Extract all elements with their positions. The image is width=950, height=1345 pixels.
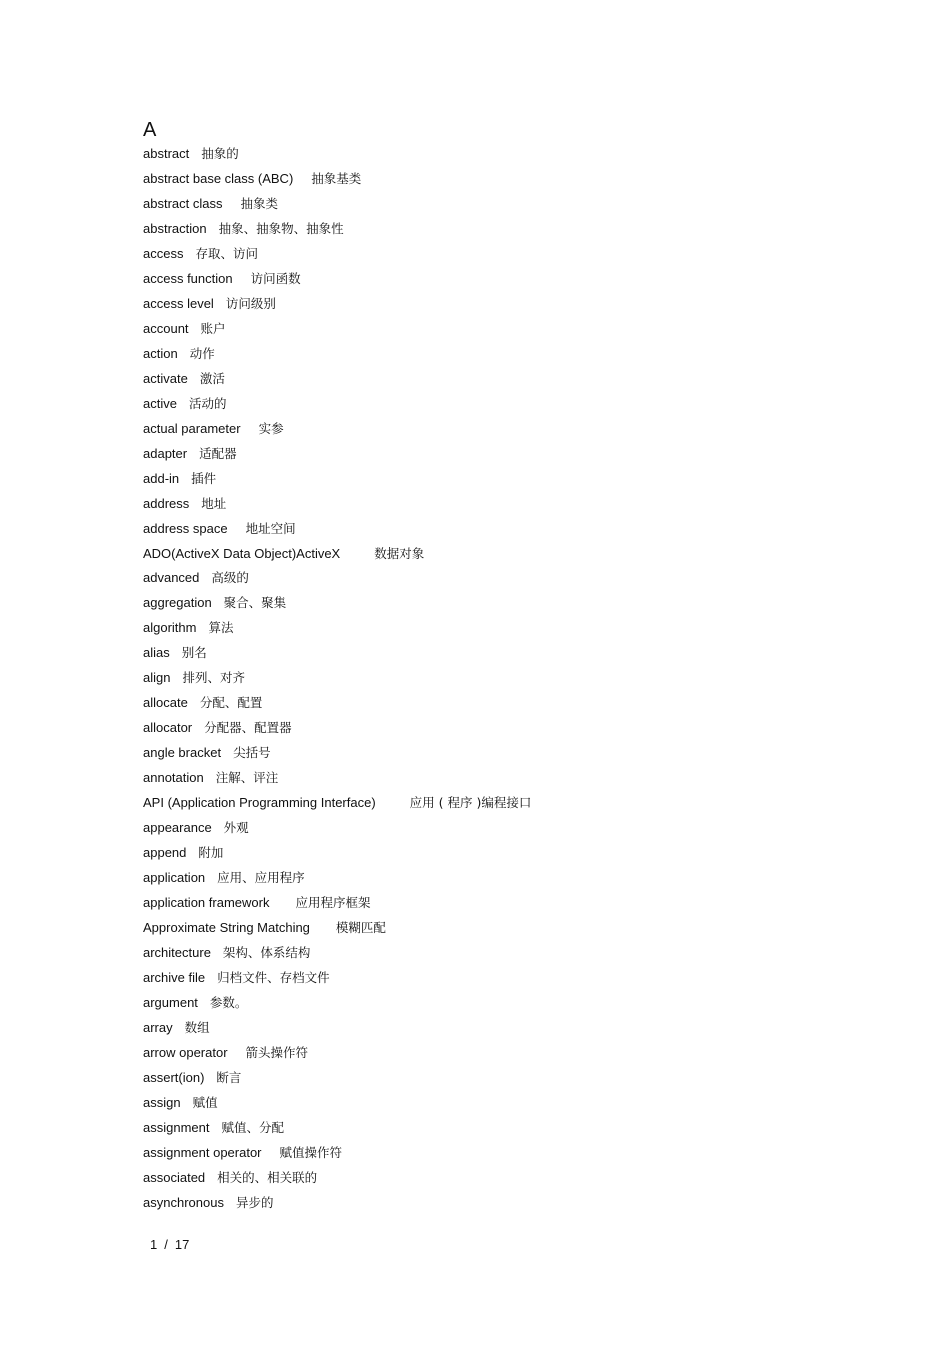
term-english: application bbox=[143, 870, 206, 886]
glossary-entry bbox=[143, 1016, 531, 1041]
glossary-entry bbox=[143, 816, 531, 841]
term-english: application framework bbox=[143, 895, 270, 911]
glossary-entry bbox=[143, 841, 531, 866]
glossary-entry bbox=[143, 891, 531, 916]
term-english: align bbox=[143, 670, 171, 686]
glossary-entry bbox=[143, 1166, 531, 1191]
term-chinese: 外观 bbox=[223, 820, 249, 836]
term-english: advanced bbox=[143, 570, 200, 586]
term-english: API (Application Programming Interface) bbox=[143, 795, 376, 811]
glossary-entry bbox=[143, 1191, 531, 1216]
term-chinese: 分配器、配置器 bbox=[204, 720, 292, 736]
term-chinese: 附加 bbox=[198, 845, 224, 861]
page-separator: / bbox=[164, 1237, 168, 1252]
term-english: address space bbox=[143, 520, 228, 536]
glossary-entry bbox=[143, 966, 531, 991]
glossary-entry bbox=[143, 1141, 531, 1166]
term-chinese: 数组 bbox=[184, 1019, 210, 1035]
term-chinese: 高级的 bbox=[211, 570, 249, 586]
term-english: allocator bbox=[143, 720, 193, 736]
term-chinese: 尖括号 bbox=[233, 745, 271, 761]
term-chinese: 插件 bbox=[191, 470, 217, 486]
term-chinese: 地址空间 bbox=[245, 520, 296, 536]
term-english: argument bbox=[143, 994, 198, 1010]
term-chinese: 应用程序框架 bbox=[295, 895, 371, 911]
page-total: 17 bbox=[174, 1237, 190, 1252]
term-english: associated bbox=[143, 1169, 206, 1185]
glossary-entry bbox=[143, 741, 531, 766]
glossary-entry bbox=[143, 392, 531, 417]
term-chinese: 抽象的 bbox=[201, 146, 239, 161]
page-number: 1 bbox=[150, 1237, 158, 1252]
glossary-entry bbox=[143, 641, 531, 666]
term-chinese: 抽象类 bbox=[240, 195, 278, 211]
term-chinese: 赋值、分配 bbox=[221, 1119, 284, 1135]
glossary-entry bbox=[143, 417, 531, 442]
term-english: access level bbox=[143, 295, 214, 311]
term-chinese: 抽象、抽象物、抽象性 bbox=[218, 220, 344, 236]
term-english: active bbox=[143, 395, 177, 411]
term-chinese: 激活 bbox=[199, 370, 225, 386]
glossary-entry bbox=[143, 442, 531, 467]
term-english: abstract bbox=[143, 146, 190, 161]
page-footer bbox=[150, 1236, 189, 1254]
glossary-entry bbox=[143, 367, 531, 392]
glossary-entry bbox=[143, 1066, 531, 1091]
glossary-entry bbox=[143, 267, 531, 292]
term-english: adapter bbox=[143, 445, 188, 461]
term-chinese: 赋值 bbox=[192, 1094, 218, 1110]
term-chinese: 访问函数 bbox=[250, 270, 301, 286]
term-english: alias bbox=[143, 645, 170, 661]
term-chinese: 适配器 bbox=[199, 445, 237, 461]
glossary-entry bbox=[143, 666, 531, 691]
glossary-entry bbox=[143, 492, 531, 517]
glossary-entry bbox=[143, 242, 531, 267]
term-chinese: 聚合、聚集 bbox=[223, 595, 287, 611]
glossary-entry bbox=[143, 991, 531, 1016]
term-english: annotation bbox=[143, 770, 204, 786]
term-english: assignment bbox=[143, 1119, 210, 1135]
glossary-entry bbox=[143, 1116, 531, 1141]
glossary-entry bbox=[143, 142, 531, 167]
term-english: asynchronous bbox=[143, 1194, 224, 1210]
term-english: archive file bbox=[143, 969, 206, 985]
glossary-entry bbox=[143, 517, 531, 542]
term-english: architecture bbox=[143, 945, 211, 960]
term-chinese: 参数。 bbox=[209, 994, 248, 1010]
glossary-entry bbox=[143, 467, 531, 492]
term-chinese: 账户 bbox=[200, 320, 226, 336]
glossary-entry bbox=[143, 292, 531, 317]
glossary-entry bbox=[143, 616, 531, 641]
term-chinese: 动作 bbox=[189, 345, 215, 361]
glossary-entry bbox=[143, 916, 531, 941]
term-chinese: 归档文件、存档文件 bbox=[217, 969, 330, 985]
term-chinese: 活动的 bbox=[188, 395, 227, 411]
term-english: abstract base class (ABC) bbox=[143, 170, 294, 186]
term-chinese: 存取、访问 bbox=[195, 245, 258, 261]
term-chinese: 架构、体系结构 bbox=[222, 945, 311, 960]
term-chinese: 实参 bbox=[258, 420, 284, 436]
glossary-entry bbox=[143, 566, 531, 591]
term-english: assignment operator bbox=[143, 1144, 262, 1160]
glossary-entry bbox=[143, 1041, 531, 1066]
glossary-entry bbox=[143, 716, 531, 741]
glossary-list bbox=[143, 142, 531, 1216]
glossary-entry bbox=[143, 766, 531, 791]
term-chinese: 数据对象 bbox=[374, 545, 425, 561]
glossary-entry bbox=[143, 791, 531, 816]
glossary-entry bbox=[143, 941, 531, 966]
term-chinese: 赋值操作符 bbox=[279, 1144, 343, 1160]
term-chinese: 访问级别 bbox=[225, 295, 276, 311]
term-english: abstraction bbox=[143, 220, 207, 236]
term-chinese: 注解、评注 bbox=[215, 770, 279, 786]
term-english: assign bbox=[143, 1094, 181, 1110]
term-chinese: 模糊匹配 bbox=[335, 920, 386, 936]
term-chinese: 算法 bbox=[208, 620, 234, 636]
term-chinese: 抽象基类 bbox=[311, 170, 362, 186]
term-chinese: 排列、对齐 bbox=[182, 670, 245, 686]
term-chinese: 相关的、相关联的 bbox=[217, 1169, 318, 1185]
term-english: arrow operator bbox=[143, 1044, 228, 1060]
term-english: abstract class bbox=[143, 195, 223, 211]
glossary-entry bbox=[143, 691, 531, 716]
glossary-entry bbox=[143, 342, 531, 367]
term-english: Approximate String Matching bbox=[143, 920, 310, 936]
term-english: algorithm bbox=[143, 620, 197, 636]
term-chinese: 地址 bbox=[201, 495, 227, 511]
term-english: account bbox=[143, 320, 189, 336]
term-english: address bbox=[143, 495, 190, 511]
term-chinese: 应用、应用程序 bbox=[217, 870, 305, 886]
term-english: actual parameter bbox=[143, 420, 241, 436]
glossary-entry bbox=[143, 542, 531, 567]
term-english: append bbox=[143, 845, 187, 861]
term-english: action bbox=[143, 345, 178, 361]
term-chinese: 别名 bbox=[181, 645, 207, 661]
term-english: add-in bbox=[143, 470, 180, 486]
term-english: aggregation bbox=[143, 595, 212, 611]
term-english: access bbox=[143, 245, 184, 261]
glossary-entry bbox=[143, 866, 531, 891]
term-english: activate bbox=[143, 370, 188, 386]
term-english: array bbox=[143, 1019, 173, 1035]
term-english: ADO(ActiveX Data Object)ActiveX bbox=[143, 545, 341, 561]
term-english: appearance bbox=[143, 820, 212, 836]
term-english: angle bracket bbox=[143, 745, 222, 761]
term-english: access function bbox=[143, 270, 233, 286]
glossary-entry bbox=[143, 591, 531, 616]
term-chinese: 异步的 bbox=[235, 1194, 274, 1210]
term-chinese: 箭头操作符 bbox=[245, 1044, 309, 1060]
term-english: allocate bbox=[143, 695, 188, 711]
term-chinese: 应用 ( 程序 )编程接口 bbox=[409, 795, 532, 811]
term-chinese: 断言 bbox=[216, 1069, 242, 1085]
section-heading: A bbox=[143, 119, 157, 141]
term-english: assert(ion) bbox=[143, 1069, 205, 1085]
glossary-entry bbox=[143, 167, 531, 192]
glossary-entry bbox=[143, 317, 531, 342]
glossary-entry bbox=[143, 192, 531, 217]
glossary-entry bbox=[143, 1091, 531, 1116]
glossary-entry bbox=[143, 217, 531, 242]
term-chinese: 分配、配置 bbox=[199, 695, 263, 711]
